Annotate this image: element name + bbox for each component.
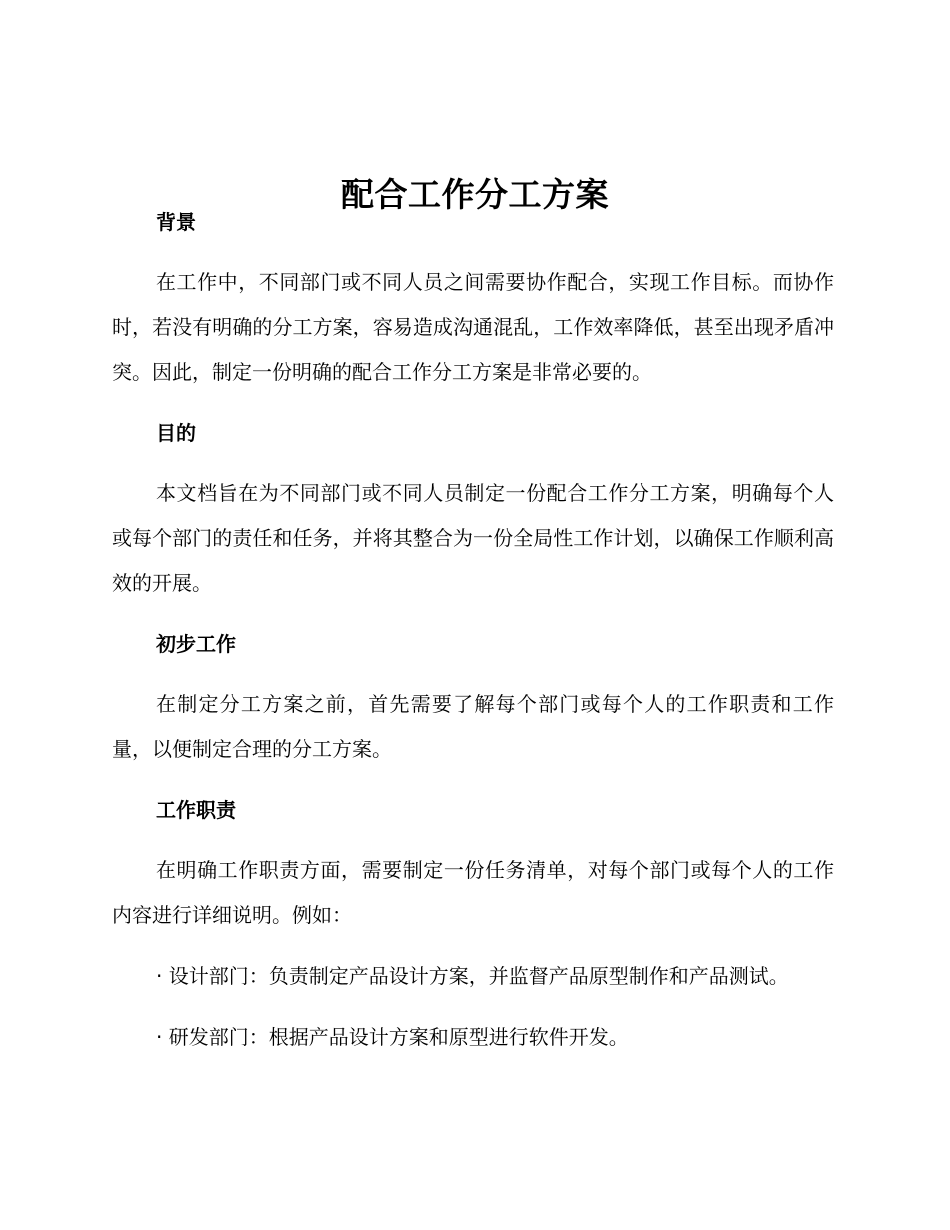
- document-body: [112, 200, 834, 1076]
- section-paragraph: 在制定分工方案之前，首先需要了解每个部门或每个人的工作职责和工作量，以便制定合理的分工方案。: [112, 692, 834, 761]
- section-paragraph: 在明确工作职责方面，需要制定一份任务清单，对每个部门或每个人的工作内容进行详细说明。例如：: [112, 858, 834, 927]
- section-heading: 初步工作: [156, 632, 236, 656]
- section-heading: 工作职责: [156, 798, 236, 822]
- section-heading: 背景: [156, 210, 196, 234]
- section-paragraph: 在工作中，不同部门或不同人员之间需要协作配合，实现工作目标。而协作时，若没有明确的分工方案，容易造成沟通混乱，工作效率降低，甚至出现矛盾冲突。因此，制定一份明确的配合工作分工方案是非常必要的。: [112, 270, 834, 384]
- section-purpose: [112, 411, 834, 606]
- section-background: [112, 200, 834, 395]
- list-item: · 设计部门：负责制定产品设计方案，并监督产品原型制作和产品测试。: [156, 964, 789, 988]
- section-responsibilities: [112, 788, 834, 1060]
- page-title: 配合工作分工方案: [341, 175, 609, 215]
- section-paragraph: 本文档旨在为不同部门或不同人员制定一份配合工作分工方案，明确每个人或每个部门的责任和任务，并将其整合为一份全局性工作计划，以确保工作顺利高效的开展。: [112, 481, 834, 595]
- section-heading: 目的: [156, 421, 196, 445]
- section-preliminary-work: [112, 622, 834, 772]
- list-item: · 研发部门：根据产品设计方案和原型进行软件开发。: [156, 1025, 629, 1049]
